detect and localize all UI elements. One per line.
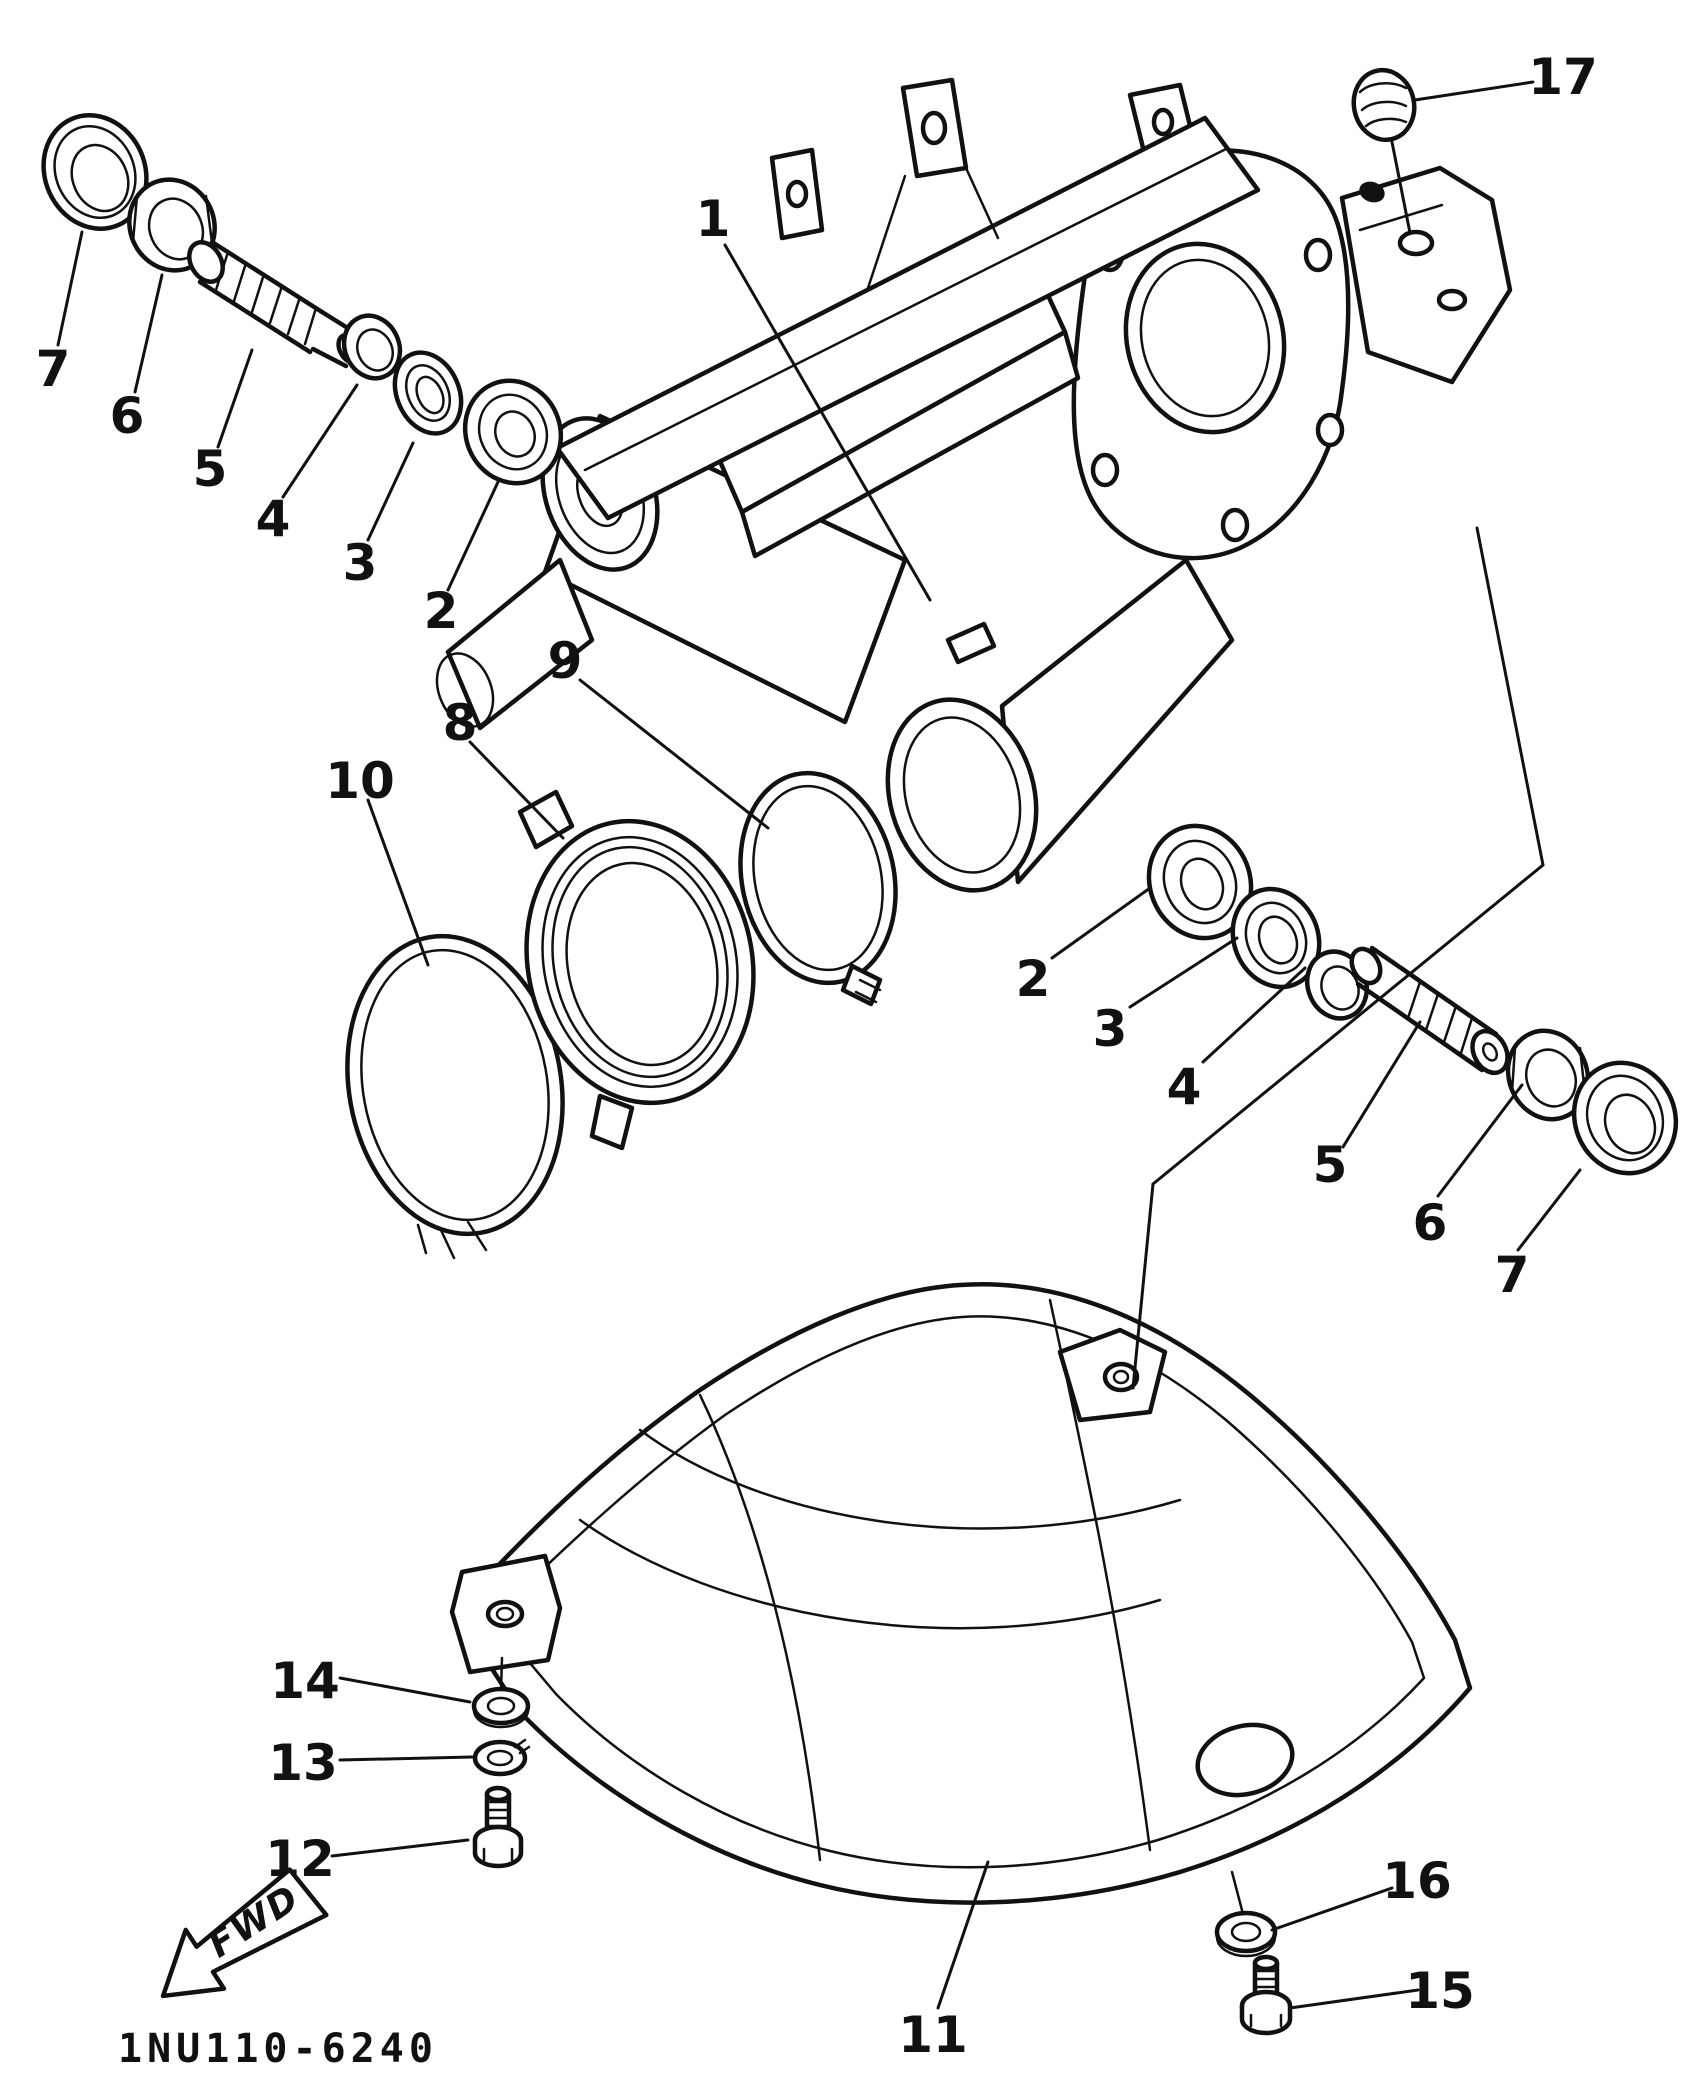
mud-guard: [452, 1284, 1470, 1902]
flange-nut: [1347, 65, 1420, 146]
callout-15: 15: [1405, 1962, 1475, 2020]
callout-4-left: 4: [255, 490, 291, 548]
leader-10: [368, 800, 428, 965]
callout-6-left: 6: [109, 387, 145, 445]
leader-5-right: [1343, 1022, 1420, 1147]
callout-2-left: 2: [423, 582, 459, 640]
bracket-hole: [1439, 291, 1465, 309]
callout-5-right: 5: [1312, 1136, 1348, 1194]
pivot-shaft-right: [1346, 944, 1514, 1079]
callout-7-right: 7: [1494, 1246, 1530, 1304]
leader-3-right: [1130, 938, 1237, 1007]
leader-9: [580, 680, 768, 828]
locator-16: [1232, 1872, 1243, 1914]
leader-3-left: [368, 443, 413, 540]
callout-3-right: 3: [1092, 1000, 1128, 1058]
callout-16: 16: [1382, 1852, 1452, 1910]
callout-5-left: 5: [192, 440, 228, 498]
leader-6-left: [135, 275, 162, 392]
stud-hole: [1400, 232, 1432, 254]
flange-ear-hole: [1154, 110, 1172, 134]
guard-left-hole: [488, 1602, 522, 1626]
leader-2-right: [1052, 888, 1150, 958]
pivot-shaft-left: [183, 236, 367, 367]
callout-14: 14: [270, 1652, 340, 1710]
guard-bolt-front: [475, 1788, 521, 1866]
guard-outline: [455, 1284, 1470, 1902]
flange-bolt-hole: [1306, 240, 1330, 270]
flange-bolt-hole: [1223, 510, 1247, 540]
plate-washer: [474, 1689, 528, 1727]
callout-7-left: 7: [35, 340, 71, 398]
leader-2-left: [448, 482, 498, 590]
front-tab-hole: [788, 182, 806, 206]
leader-16: [1272, 1888, 1392, 1930]
leader-15: [1290, 1990, 1418, 2008]
callout-2-right: 2: [1015, 950, 1051, 1008]
callout-10: 10: [325, 752, 395, 810]
clamp-screw-lug: [843, 966, 880, 1004]
guard-bolt-rear: [1242, 1957, 1290, 2033]
leader-4-left: [283, 385, 357, 497]
callout-6-right: 6: [1412, 1194, 1448, 1252]
callout-12: 12: [265, 1830, 335, 1888]
spring-washer: [475, 1740, 529, 1774]
tube-tab: [948, 624, 994, 662]
leader-7-left: [58, 232, 82, 345]
callout-11: 11: [898, 2006, 968, 2064]
leader-13: [340, 1757, 472, 1760]
callout-3-left: 3: [342, 534, 378, 592]
boot-tab-bottom: [592, 1096, 632, 1148]
shock-mount-hole: [923, 113, 945, 143]
callout-4-right: 4: [1166, 1058, 1202, 1116]
callout-9: 9: [547, 632, 583, 690]
drawing-code: 1NU110-6240: [118, 2026, 438, 2072]
swingarm-body: [427, 80, 1510, 908]
callout-17: 17: [1528, 48, 1598, 106]
leader-12: [332, 1840, 468, 1856]
flange-bolt-hole: [1093, 455, 1117, 485]
flange-bolt-hole: [1318, 415, 1342, 445]
locator-14: [501, 1658, 502, 1690]
leader-17: [1415, 82, 1533, 100]
leader-14: [340, 1678, 470, 1702]
fwd-label: FWD: [201, 1877, 308, 1967]
leader-5-left: [218, 350, 252, 447]
leader-6-right: [1438, 1085, 1522, 1196]
guard-washer-rear: [1217, 1913, 1275, 1956]
callout-8: 8: [442, 694, 478, 752]
fwd-arrow: [140, 1861, 330, 2018]
leader-7-right: [1518, 1170, 1580, 1250]
callout-13: 13: [268, 1734, 338, 1792]
leader-4-right: [1203, 968, 1305, 1062]
callout-1: 1: [695, 190, 731, 248]
leader-8: [470, 742, 563, 838]
